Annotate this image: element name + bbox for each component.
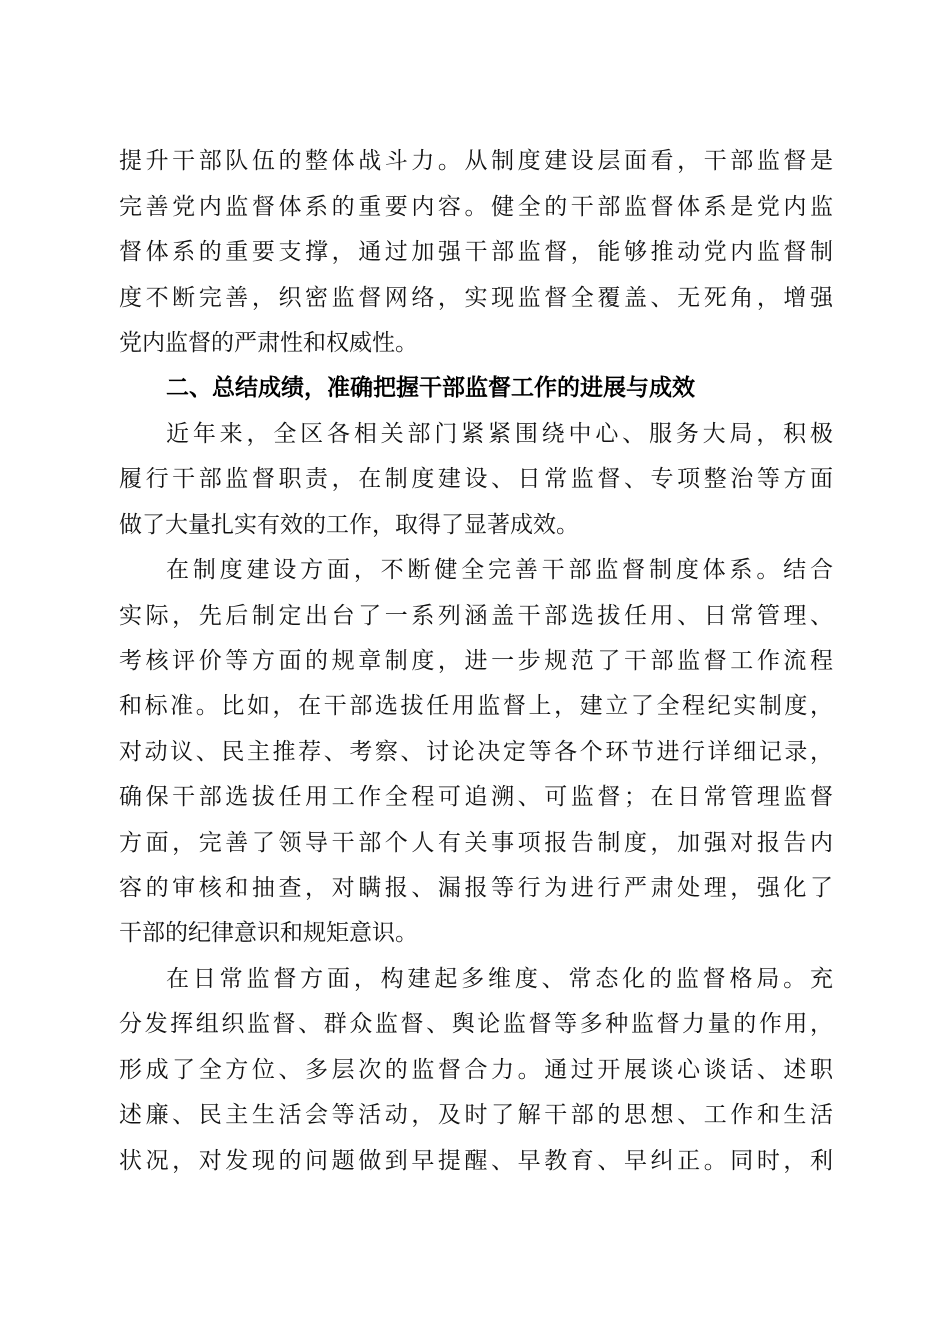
body-text-line: 对动议、民主推荐、考察、讨论决定等各个环节进行详细记录， <box>119 739 833 765</box>
body-text-line: 做了大量扎实有效的工作，取得了显著成效。 <box>119 512 579 538</box>
paragraph-first-line: 在制度建设方面，不断健全完善干部监督制度体系。结合 <box>166 557 833 583</box>
body-text-line: 履行干部监督职责，在制度建设、日常监督、专项整治等方面 <box>119 466 833 492</box>
body-text-line: 考核评价等方面的规章制度，进一步规范了干部监督工作流程 <box>119 648 833 674</box>
body-text-line: 和标准。比如，在干部选拔任用监督上，建立了全程纪实制度， <box>119 693 833 719</box>
body-text-line: 确保干部选拔任用工作全程可追溯、可监督；在日常管理监督 <box>119 784 833 810</box>
body-text-line: 实际，先后制定出台了一系列涵盖干部选拔任用、日常管理、 <box>119 603 833 629</box>
body-text-line: 状况，对发现的问题做到早提醒、早教育、早纠正。同时，利 <box>119 1148 833 1174</box>
body-text-line: 形成了全方位、多层次的监督合力。通过开展谈心谈话、述职 <box>119 1057 833 1083</box>
body-text-line: 干部的纪律意识和规矩意识。 <box>119 920 418 946</box>
body-text-line: 督体系的重要支撑，通过加强干部监督，能够推动党内监督制 <box>119 239 833 265</box>
section-heading: 二、总结成绩，准确把握干部监督工作的进展与成效 <box>166 375 695 401</box>
body-text-line: 容的审核和抽查，对瞒报、漏报等行为进行严肃处理，强化了 <box>119 875 833 901</box>
paragraph-first-line: 在日常监督方面，构建起多维度、常态化的监督格局。充 <box>166 966 833 992</box>
body-text-line: 述廉、民主生活会等活动，及时了解干部的思想、工作和生活 <box>119 1102 833 1128</box>
body-text-line: 方面，完善了领导干部个人有关事项报告制度，加强对报告内 <box>119 830 833 856</box>
body-text-line: 分发挥组织监督、群众监督、舆论监督等多种监督力量的作用， <box>119 1011 833 1037</box>
body-text-line: 党内监督的严肃性和权威性。 <box>119 330 418 356</box>
body-text-line: 提升干部队伍的整体战斗力。从制度建设层面看，干部监督是 <box>119 148 833 174</box>
paragraph-first-line: 近年来，全区各相关部门紧紧围绕中心、服务大局，积极 <box>166 421 833 447</box>
body-text-line: 度不断完善，织密监督网络，实现监督全覆盖、无死角，增强 <box>119 285 833 311</box>
body-text-line: 完善党内监督体系的重要内容。健全的干部监督体系是党内监 <box>119 194 833 220</box>
